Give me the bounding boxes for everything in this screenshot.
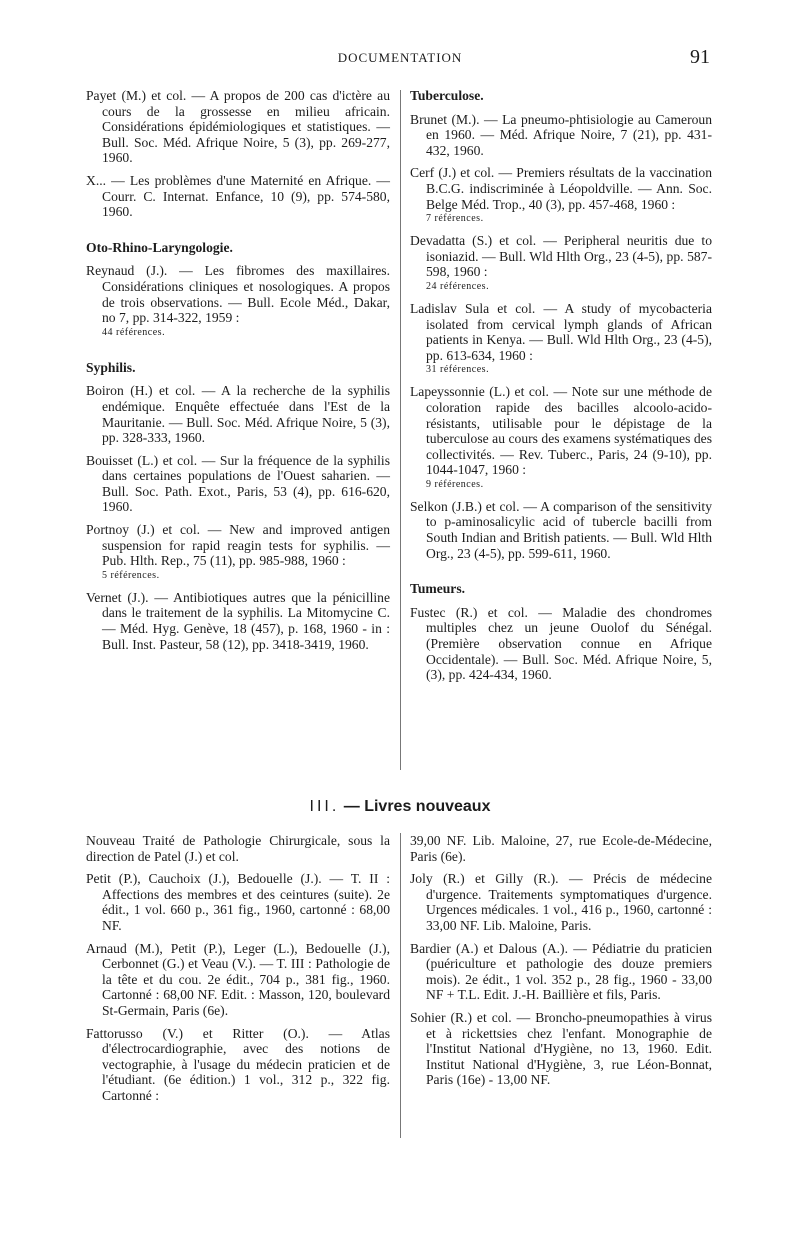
entry-lapeyssonnie xyxy=(410,384,712,492)
entry-payet: Payet (M.) et col. — A propos de 200 cas d'ictère au cours de la grossesse en milieu africain. Considérations épidémiologiques et statistiques. — Bull. Soc. Méd. Afrique Noire, 5 (3), pp. 269-277, 1960. xyxy=(86,88,390,166)
entry-ladislav-text: Ladislav Sula et col. — A study of mycobacteria isolated from cervical lymph glands of African patients in Kenya. — Bull. Wld Hlth Org., 23 (4-5), pp. 613-634, 1960 : xyxy=(410,300,712,363)
part-dash: — xyxy=(343,798,360,815)
entry-bouisset: Bouisset (L.) et col. — Sur la fréquence de la syphilis dans certaines populations de l'Ouest saharien. — Bull. Soc. Path. Exot., Paris, 53 (4), pp. 616-620, 1960. xyxy=(86,452,390,515)
entry-ladislav xyxy=(410,301,712,377)
running-header xyxy=(0,46,800,68)
entry-brunet: Brunet (M.). — La pneumo-phtisiologie au Cameroun en 1960. — Méd. Afrique Noire, 7 (21), pp. 431-432, 1960. xyxy=(410,111,712,158)
entry-reynaud xyxy=(86,263,390,339)
entry-fustec: Fustec (R.) et col. — Maladie des chondromes multiples chez un jeune Ouolof du Sénégal. (Première observation connue en Afrique Occidentale). — Bull. Soc. Méd. Afrique Noire, 5, (3), pp. 424-434, 1960. xyxy=(410,604,712,683)
entry-cerf xyxy=(410,165,712,226)
references-count: 31 références. xyxy=(426,364,490,376)
references-count: 5 références. xyxy=(102,569,160,581)
part-title-text: Livres nouveaux xyxy=(364,798,491,815)
entry-boiron: Boiron (H.) et col. — A la recherche de la syphilis endémique. Enquête effectuée dans l'Est de la Mauritanie. — Bull. Soc. Méd. Afrique Noire, 5 (3), pp. 328-333, 1960. xyxy=(86,383,390,446)
left-column xyxy=(86,88,390,659)
references-count: 7 références. xyxy=(426,213,484,225)
entry-selkon: Selkon (J.B.) et col. — A comparison of the sensitivity to p-aminosalicylic acid of tubercle bacilli from South Indian and British patients. — Bull. Wld Hlth Org., 23 (4-5), pp. 599-611, 1960. xyxy=(410,498,712,561)
entry-petit: Petit (P.), Cauchoix (J.), Bedouelle (J.). — T. II : Affections des membres et des ceintures (suite). 2e édit., 1 vol. 660 p., 361 fig., 1960, cartonné : 68,00 NF. xyxy=(86,871,390,933)
entry-reynaud-text: Reynaud (J.). — Les fibromes des maxillaires. Considérations cliniques et nosologiques. A propos de trois observations. — Bull. Ecole Méd., Dakar, no 7, pp. 314-322, 1959 : xyxy=(86,263,390,326)
references-count: 9 références. xyxy=(426,478,484,490)
entry-portnoy xyxy=(86,522,390,583)
section-heading-syphilis: Syphilis. xyxy=(86,359,136,375)
entry-devadatta-text: Devadatta (S.) et col. — Peripheral neuritis due to isoniazid. — Bull. Wld Hlth Org., 23 (4-5), pp. 587-598, 1960 : xyxy=(410,233,712,280)
entry-joly: Joly (R.) et Gilly (R.). — Précis de médecine d'urgence. Traitements symptomatiques d'urgence. Urgences médicales. 1 vol., 416 p., 1960, cartonné : 33,00 NF. Lib. Maloine, Paris. xyxy=(410,871,712,933)
entry-lapeyssonnie-text: Lapeyssonnie (L.) et col. — Note sur une méthode de coloration rapide des bacilles alcoolo-acido-résistants, utilisable pour le dépistage de la tuberculose au cours des examens systématiques des collectivités. — Rev. Tuberc., Paris, 24 (9-10), pp. 1044-1047, 1960 : xyxy=(410,384,712,478)
entry-portnoy-text: Portnoy (J.) et col. — New and improved antigen suspension for rapid reagin tests for syphilis. — Pub. Hlth. Rep., 75 (11), pp. 985-988, 1960 : xyxy=(86,522,390,569)
entry-devadatta xyxy=(410,233,712,294)
entry-arnaud: Arnaud (M.), Petit (P.), Leger (L.), Bedouelle (J.), Cerbonnet (G.) et Veau (V.). — T. III : Pathologie de la tête et du cou. 2e édit., 704 p., 381 fig., 1960. Cartonné : 68,00 NF. Edit. : Masson, 120, boulevard St-Germain, Paris (6e). xyxy=(86,940,390,1018)
part-number: III. xyxy=(309,798,340,815)
entry-bardier: Bardier (A.) et Dalous (A.). — Pédiatrie du praticien (puériculture et pathologie des douze premiers mois). 2e édit., 1 vol. 352 p., 28 fig., 1960 - 33,00 NF + T.L. Edit. J.-H. Baillière et fils, Paris. xyxy=(410,940,712,1003)
entry-fattorusso-continued: 39,00 NF. Lib. Maloine, 27, rue Ecole-de-Médecine, Paris (6e). xyxy=(410,833,712,864)
entry-cerf-text: Cerf (J.) et col. — Premiers résultats de la vaccination B.C.G. indiscriminée à Léopoldville. — Ann. Soc. Belge Méd. Trop., 40 (3), pp. 457-468, 1960 : xyxy=(410,165,712,212)
entry-traite: Nouveau Traité de Pathologie Chirurgicale, sous la direction de Patel (J.) et col. xyxy=(86,833,390,864)
section-heading-tumeurs: Tumeurs. xyxy=(410,581,466,597)
entry-fattorusso: Fattorusso (V.) et Ritter (O.). — Atlas d'électrocardiographie, avec des notions de vectographie, à l'usage du médecin praticien et de l'étudiant. (6e édition.) 1 vol., 312 p., 322 fig. Cartonné : xyxy=(86,1025,390,1103)
entry-sohier: Sohier (R.) et col. — Broncho-pneumopathies à virus et à rickettsies chez l'enfant. Monographie de l'Institut National d'Hygiène, no 13, 1960. Edit. Institut National d'Hygiène, 3, rue Léon-Bonnat, Paris (16e) - 13,00 NF. xyxy=(410,1009,712,1088)
page-number: 91 xyxy=(690,46,710,68)
section-heading-tuberculose: Tuberculose. xyxy=(410,88,484,103)
entry-x: X... — Les problèmes d'une Maternité en Afrique. — Courr. C. Internat. Enfance, 10 (9), pp. 574-580, 1960. xyxy=(86,172,390,220)
references-count: 44 références. xyxy=(102,326,166,338)
right-column xyxy=(410,88,712,690)
bottom-right-column xyxy=(410,833,712,1095)
section-heading-oto: Oto-Rhino-Laryngologie. xyxy=(86,239,233,255)
running-title: DOCUMENTATION xyxy=(337,50,463,65)
column-divider-top xyxy=(400,90,401,770)
entry-vernet: Vernet (J.). — Antibiotiques autres que la pénicilline dans le traitement de la syphilis. La Mitomycine C. — Méd. Hyg. Genève, 18 (457), p. 168, 1960 - in : Bull. Inst. Pasteur, 58 (12), pp. 3418-3419, 1960. xyxy=(86,589,390,652)
bottom-left-column xyxy=(86,833,390,1111)
column-divider-bottom xyxy=(400,833,401,1138)
part-heading xyxy=(0,798,800,816)
references-count: 24 références. xyxy=(426,280,490,292)
